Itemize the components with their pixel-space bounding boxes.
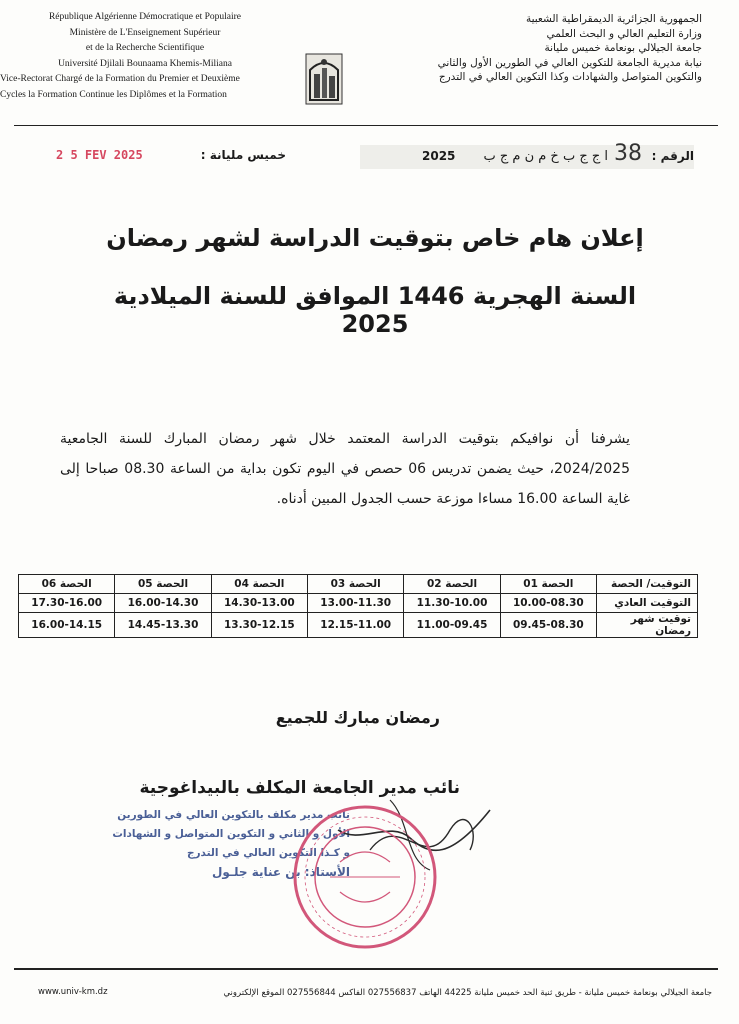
header-fr-line: Vice-Rectorat Chargé de la Formation du Premier et Deuxième: [0, 74, 240, 84]
stamp-line: الأستاذ: بن عناية جلـول: [211, 865, 350, 879]
footer-divider: [14, 968, 718, 970]
header-fr-line: Ministère de L'Enseignement Supérieur: [69, 27, 221, 38]
header-divider: [14, 125, 718, 126]
reference-label: الرقم :: [651, 149, 694, 163]
table-header-cell: التوقيت/ الحصة: [597, 575, 698, 594]
header-ar-line: الجمهورية الجزائرية الديمقراطية الشعبية: [525, 13, 702, 25]
header-fr-line: République Algérienne Démocratique et Populaire: [48, 12, 242, 22]
table-header-cell: الحصة 04: [211, 575, 307, 594]
table-header-cell: الحصة 01: [500, 575, 596, 594]
table-row: [19, 613, 698, 638]
header-ar-line: جامعة الجيلالي بونعامة خميس مليانة: [544, 42, 702, 54]
table-header-cell: الحصة 05: [115, 575, 211, 594]
table-row-label: التوقيت العادي: [597, 594, 698, 613]
header-fr-line: Université Djilali Bounaama Khemis-Miliana: [58, 58, 232, 69]
schedule-table: [18, 574, 698, 638]
table-cell: 14.30-13.00: [211, 594, 307, 613]
table-row: [19, 594, 698, 613]
header-ar-line: نيابة مديرية الجامعة للتكوين العالي في الطورين الأول والثاني: [437, 56, 702, 69]
header-fr-line: Cycles la Formation Continue les Diplômes et la Formation: [0, 89, 227, 100]
table-cell: 14.45-13.30: [115, 613, 211, 638]
greeting-text: رمضان مبارك للجميع: [275, 708, 440, 727]
stamp-line: و كـذا التكوين العالي في التدرج: [186, 847, 350, 859]
stamp-line: نائب مدير مكلف بالتكوين العالي في الطورين: [117, 809, 350, 821]
table-row-label: توقيت شهر رمضان: [597, 613, 698, 638]
announcement-body: يشرفنا أن نوافيكم بتوقيت الدراسة المعتمد خلال شهر رمضان المبارك للسنة الجامعية 2024/2025، حيث يضمن تدريس 06 حصص في اليوم تكون بداية من الساعة 08.30 صباحا إلى غاية الساعة 16.00 مساءا موزعة حسب الجدول المبين أدناه.: [60, 431, 630, 507]
table-header-cell: الحصة 06: [19, 575, 115, 594]
table-header-row: [19, 575, 698, 594]
signatory-title: نائب مدير الجامعة المكلف بالبيداغوجية: [139, 778, 460, 798]
table-header-cell: الحصة 03: [308, 575, 404, 594]
header-ar-line: وزارة التعليم العالي و البحث العلمي: [546, 27, 702, 40]
place-label: خميس مليانة :: [200, 148, 286, 162]
date-stamp: 2 5 FEV 2025: [56, 148, 143, 162]
reference-code: ا ج ج ب خ م ن م ج ب: [483, 149, 608, 164]
table-cell: 11.00-09.45: [404, 613, 500, 638]
reference-year: 2025: [422, 149, 456, 163]
table-cell: 11.30-10.00: [404, 594, 500, 613]
table-cell: 16.00-14.15: [19, 613, 115, 638]
university-logo: [300, 50, 348, 108]
footer-website[interactable]: www.univ-km.dz: [38, 987, 108, 997]
stamp-line: الأول و الثاني و التكوين المتواصل و الشهادات: [112, 828, 350, 840]
table-cell: 16.00-14.30: [115, 594, 211, 613]
header-fr-line: et de la Recherche Scientifique: [85, 43, 205, 53]
reference-number: 38: [614, 141, 642, 166]
table-header-cell: الحصة 02: [404, 575, 500, 594]
table-cell: 13.30-12.15: [211, 613, 307, 638]
footer-address: جامعة الجيلالي بونعامة خميس مليانة - طريق ثنية الحد خميس مليانة 44225 الهاتف 027556837 الفاكس 027556844 الموقع الإلكتروني: [223, 988, 712, 998]
official-seal: [290, 802, 440, 952]
table-cell: 13.00-11.30: [308, 594, 404, 613]
table-cell: 12.15-11.00: [308, 613, 404, 638]
announcement-title: إعلان هام خاص بتوقيت الدراسة لشهر رمضان: [106, 224, 644, 252]
table-cell: 09.45-08.30: [500, 613, 596, 638]
header-arabic-block: [370, 12, 702, 85]
table-cell: 10.00-08.30: [500, 594, 596, 613]
announcement-subtitle: السنة الهجرية 1446 الموافق للسنة الميلادية 2025: [113, 282, 637, 338]
header-ar-line: والتكوين المتواصل والشهادات وكذا التكوين العالي في التدرج: [438, 71, 702, 83]
table-cell: 17.30-16.00: [19, 594, 115, 613]
header-french-block: [0, 10, 290, 103]
reference-line: [360, 141, 694, 169]
